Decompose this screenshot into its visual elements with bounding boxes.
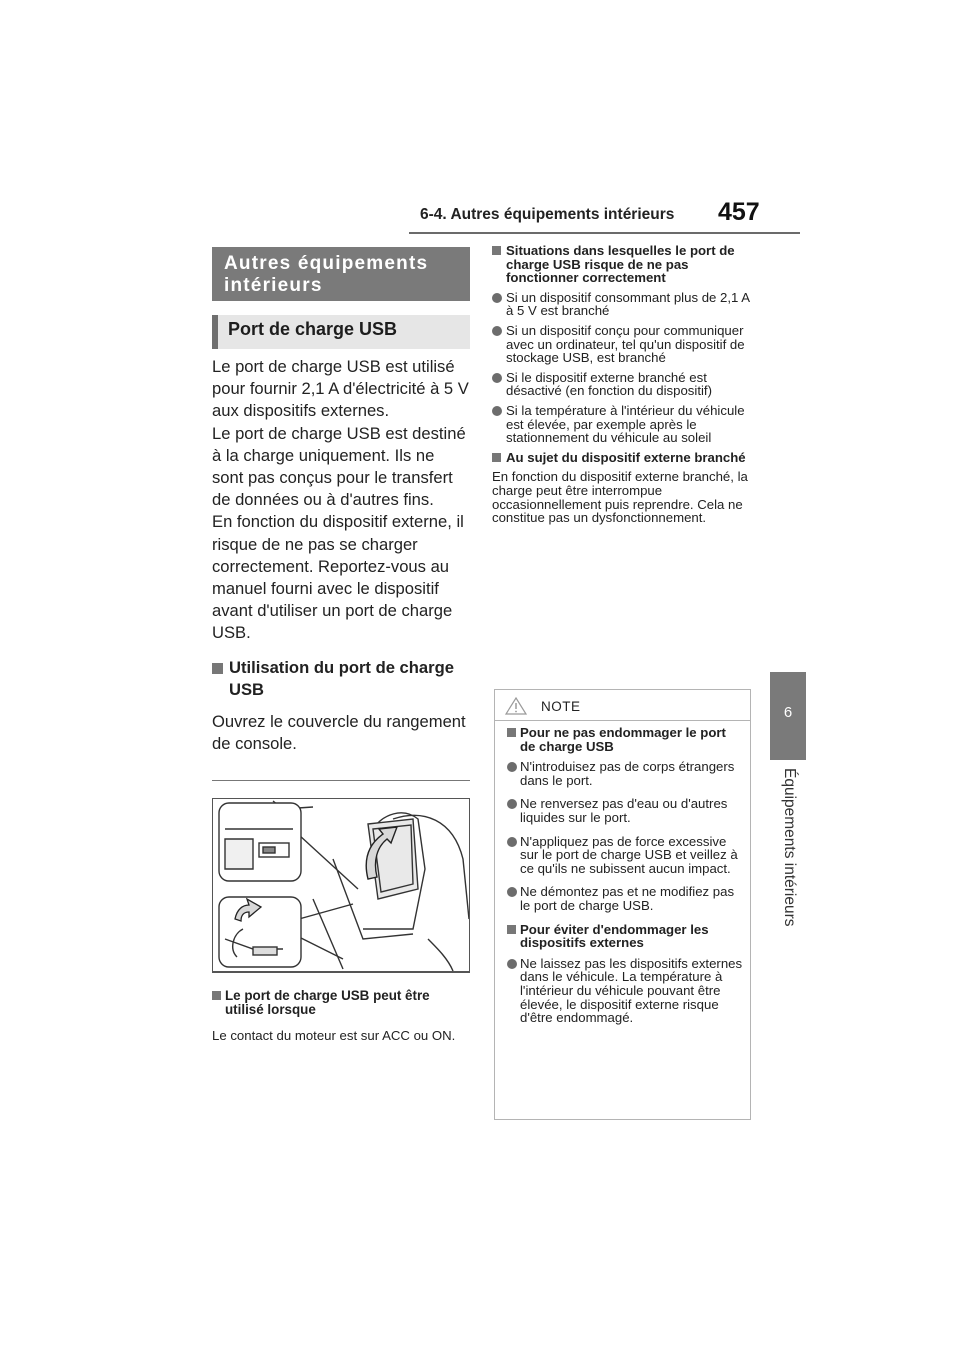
note-item-text: N'introduisez pas de corps étrangers dans le port. [520,759,735,788]
round-bullet-icon [492,373,502,383]
note-item [507,885,743,912]
device-text: En fonction du dispositif externe branché, la charge peut être interrompue occasionnellement puis reprendre. Cela ne constitue pas un dysfonctionnement. [492,469,748,526]
note-item [507,760,743,787]
situation-item [492,291,754,318]
intro-paragraph-3: En fonction du dispositif externe, il risque de ne pas se charger correctement. Reportez-vous au manuel fourni avec le dispositif avant d'utiliser un port de charge USB. [212,512,464,643]
situation-item [492,371,754,398]
square-bullet-icon [507,728,516,737]
square-bullet-icon [212,991,221,1000]
round-bullet-icon [507,762,517,772]
square-bullet-icon [507,925,516,934]
square-bullet-icon [492,246,501,255]
warning-triangle-icon [505,697,527,715]
usage-heading-text: Utilisation du port de charge USB [229,657,454,699]
note-box [494,689,751,1120]
intro-paragraph-1: Le port de charge USB est utilisé pour fournir 2,1 A d'électricité à 5 V aux dispositifs externes. [212,357,469,421]
chapter-tab [770,672,806,760]
situation-text: Si un dispositif consommant plus de 2,1 A à 5 V est branché [506,289,750,319]
situation-item [492,324,754,365]
console-usb-drawing [213,799,469,971]
round-bullet-icon [492,326,502,336]
round-bullet-icon [507,837,517,847]
situation-text: Si un dispositif conçu pour communiquer avec un ordinateur, tel qu'un dispositif de stockage USB, est branché [506,322,745,366]
situation-item [492,404,754,445]
note-item [507,835,743,876]
header-divider [409,232,800,234]
subsection-title: Port de charge USB [212,315,470,349]
note-item-text: N'appliquez pas de force excessive sur le port de charge USB et veillez à ce qu'ils ne subissent aucun impact. [520,833,738,876]
left-body [212,356,470,755]
note-item [507,957,743,1025]
note-header [495,690,750,721]
intro-paragraph-2: Le port de charge USB est destiné à la charge uniquement. Ils ne sont pas conçus pour le transfert de données ou à d'autres fins. [212,423,466,510]
round-bullet-icon [507,959,517,969]
round-bullet-icon [507,799,517,809]
note-heading-text: Pour ne pas endommager le port de charge USB [520,725,726,754]
note-item-text: Ne démontez pas et ne modifiez pas le port de charge USB. [520,884,735,913]
note-item-text: Ne laissez pas les dispositifs externes dans le véhicule. La température à l'intérieur du véhicule pouvant être élevée, le dispositif externe risque d'être endommagé. [520,955,743,1026]
situations-heading [492,244,754,285]
chapter-label: Équipements intérieurs [781,768,798,927]
figure-rule [212,780,470,781]
note-heading-text: Pour éviter d'endommager les dispositifs externes [520,921,709,951]
running-header-section: 6-4. Autres équipements intérieurs [420,206,675,223]
usage-condition-text: Le contact du moteur est sur ACC ou ON. [212,1028,456,1043]
right-column [492,244,754,525]
round-bullet-icon [507,887,517,897]
note-item-text: Ne renversez pas d'eau ou d'autres liquides sur le port. [520,796,728,825]
usage-heading [212,657,470,701]
section-title: Autres équipements intérieurs [212,247,470,301]
situations-heading-text: Situations dans lesquelles le port de charge USB risque de ne pas fonctionner correctement [506,243,735,286]
situation-text: Si le dispositif externe branché est désactivé (en fonction du dispositif) [506,369,712,399]
note-item [507,797,743,824]
console-usb-illustration [212,798,470,972]
usage-condition-heading [212,989,472,1016]
chapter-number: 6 [783,704,793,721]
usage-text: Ouvrez le couvercle du rangement de console. [212,712,466,754]
round-bullet-icon [492,293,502,303]
note-body [507,726,743,1032]
note-heading [507,923,743,950]
figure-rule-bottom [212,972,470,973]
round-bullet-icon [492,406,502,416]
square-bullet-icon [212,663,223,674]
device-heading-text: Au sujet du dispositif externe branché [506,449,746,465]
device-heading [492,451,754,465]
note-heading [507,726,743,753]
situation-text: Si la température à l'intérieur du véhicule est élevée, par exemple après le stationnement du véhicule au soleil [506,402,745,446]
page-number: 457 [718,198,760,226]
note-title: NOTE [541,699,581,714]
usage-condition-heading-text: Le port de charge USB peut être utilisé lorsque [225,988,430,1017]
square-bullet-icon [492,453,501,462]
